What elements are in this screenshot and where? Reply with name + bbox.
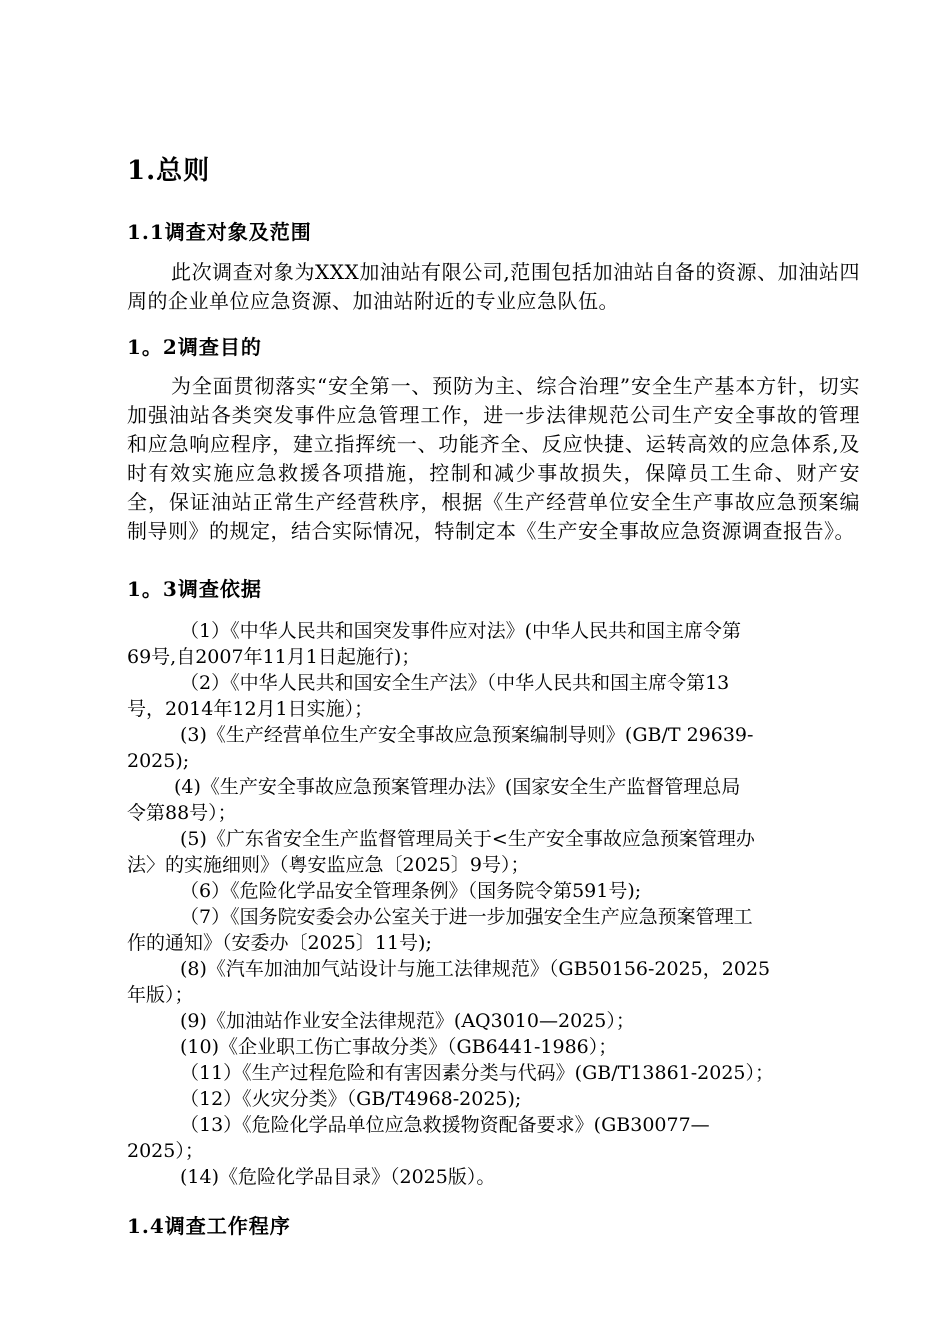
basis-line: (10)《企业职工伤亡事故分类》（GB6441-1986）；: [180, 1036, 618, 1058]
section-title: 1.总则: [127, 156, 211, 186]
basis-line: （2）《中华人民共和国安全生产法》（中华人民共和国主席令第13: [180, 672, 730, 694]
basis-line: （11）《生产过程危险和有害因素分类与代码》(GB/T13861-2025）；: [180, 1062, 775, 1084]
basis-line: 法〉的实施细则》（粤安监应急〔2025〕9号）；: [127, 854, 530, 876]
scope-paragraph: 此次调查对象为XXX加油站有限公司,范围包括加油站自备的资源、加油站四周的企业单位应急资源、加油站附近的专业应急队伍。: [127, 260, 860, 313]
basis-line: 令第88号）；: [127, 802, 237, 824]
basis-line: 2025）；: [127, 1140, 204, 1162]
basis-line: （7）《国务院安委会办公室关于进一步加强安全生产应急预案管理工: [180, 906, 753, 928]
basis-line: 作的通知》（安委办〔2025〕11号);: [127, 932, 432, 954]
basis-line: (9)《加油站作业安全法律规范》(AQ3010—2025）；: [180, 1010, 635, 1032]
basis-line: (5)《广东省安全生产监督管理局关于<生产安全事故应急预案管理办: [180, 828, 755, 850]
basis-line: 69号,自2007年11月1日起施行)；: [127, 646, 421, 668]
purpose-paragraph: 为全面贯彻落实“安全第一、预防为主、综合治理”安全生产基本方针，切实加强油站各类突发事件应急管理工作，进一步法律规范公司生产安全事故的管理和应急响应程序，建立指挥统一、功能齐全、反应快捷、运转高效的应急体系,及时有效实施应急救援各项措施，控制和减少事故损失，保障员工生命、财产安全，保证油站正常生产经营秩序，根据《生产经营单位安全生产事故应急预案编制导则》的规定，结合实际情况，特制定本《生产安全事故应急资源调查报告》。: [127, 374, 860, 543]
subsection-heading-procedure: 1.4调查工作程序: [127, 1214, 291, 1238]
basis-line: (3)《生产经营单位生产安全事故应急预案编制导则》(GB/T 29639-: [180, 724, 754, 746]
basis-line: (4)《生产安全事故应急预案管理办法》(国家安全生产监督管理总局: [174, 776, 741, 798]
basis-line: 年版）；: [127, 984, 194, 1006]
subsection-heading-scope: 1.1调查对象及范围: [127, 220, 312, 244]
basis-line: 2025);: [127, 750, 190, 772]
subsection-heading-purpose: 1。2调查目的: [127, 335, 262, 359]
basis-line: （12）《火灾分类》（GB/T4968-2025);: [180, 1088, 522, 1110]
basis-line: （6）《危险化学品安全管理条例》（国务院令第591号);: [180, 880, 642, 902]
basis-line: 号，2014年12月1日实施）；: [127, 698, 374, 720]
basis-line: （13）《危险化学品单位应急救援物资配备要求》(GB30077—: [180, 1114, 710, 1136]
basis-line: (14)《危险化学品目录》（2025版）。: [180, 1166, 496, 1188]
basis-line: （1）《中华人民共和国突发事件应对法》(中华人民共和国主席令第: [180, 620, 742, 642]
subsection-heading-basis: 1。3调查依据: [127, 577, 262, 601]
basis-line: (8)《汽车加油加气站设计与施工法律规范》（GB50156-2025，2025: [180, 958, 771, 980]
